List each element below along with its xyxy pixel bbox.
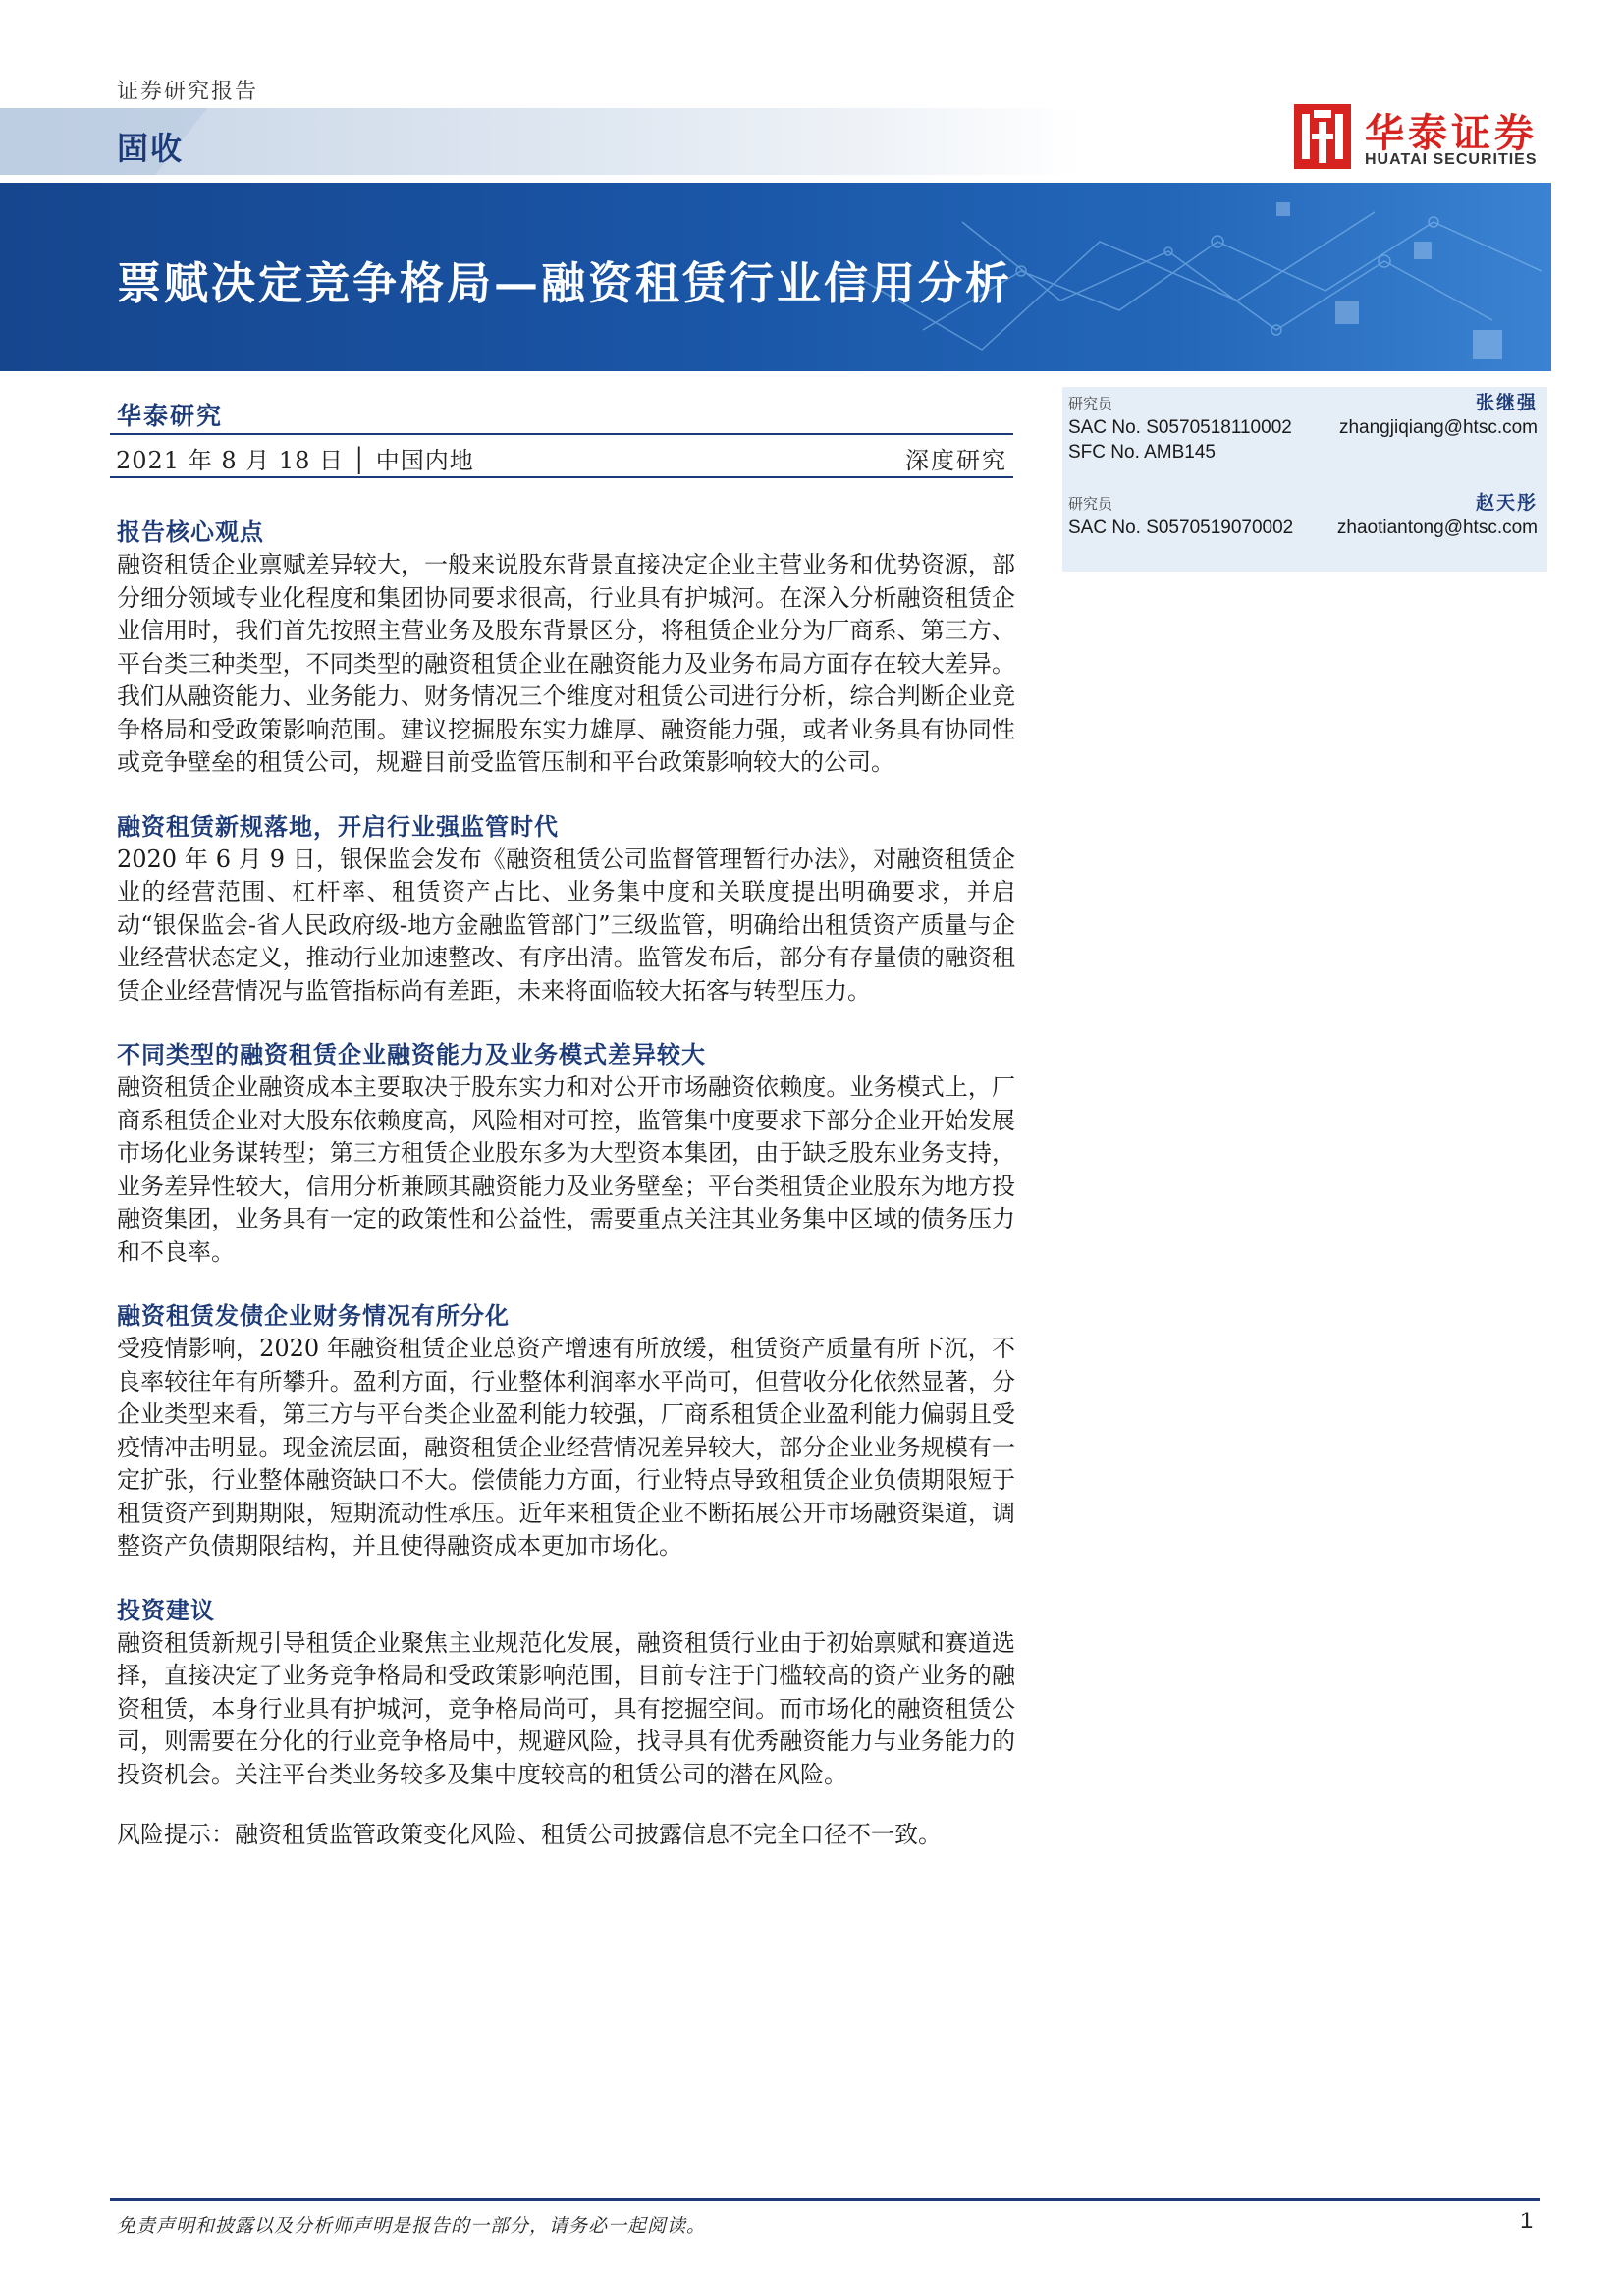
analyst-email-link[interactable]: zhaotiantong@htsc.com <box>1336 518 1538 538</box>
analyst-sfc-number: SFC No. AMB145 <box>1068 442 1216 463</box>
section-heading: 融资租赁发债企业财务情况有所分化 <box>117 1301 510 1330</box>
research-org: 华泰研究 <box>117 402 224 430</box>
title-banner <box>0 183 1551 371</box>
analyst-role: 研究员 <box>1068 395 1113 412</box>
analyst-card <box>1068 391 1543 465</box>
section-body: 融资租赁新规引导租赁企业聚焦主业规范化发展，融资租赁行业由于初始禀赋和赛道选择，直接决定了业务竞争格局和受政策影响范围，目前专注于门槛较高的资产业务的融资租赁，本身行业具有护城河，竞争格局尚可，具有挖掘空间。而市场化的融资租赁公司，则需要在分化的行业竞争格局中，规避风险，找寻具有优秀融资能力与业务能力的投资机会。关注平台类业务较多及集中度较高的租赁公司的潜在风险。 <box>117 1628 1015 1788</box>
huatai-logo-icon <box>1294 104 1351 169</box>
analyst-card <box>1068 491 1543 540</box>
section-heading: 报告核心观点 <box>117 518 264 546</box>
section-core-views <box>117 513 1015 780</box>
footer-divider <box>110 2198 1540 2201</box>
section-heading: 不同类型的融资租赁企业融资能力及业务模式差异较大 <box>117 1040 706 1068</box>
section-body: 融资租赁企业禀赋差异较大，一般来说股东背景直接决定企业主营业务和优势资源，部分细分领域专业化程度和集团协同要求很高，行业具有护城河。在深入分析融资租赁企业信用时，我们首先按照主营业务及股东背景区分，将租赁企业分为厂商系、第三方、平台类三种类型，不同类型的融资租赁企业在融资能力及业务布局方面存在较大差异。我们从融资能力、业务能力、财务情况三个维度对租赁公司进行分析，综合判断企业竞争格局和受政策影响范围。建议挖掘股东实力雄厚、融资能力强，或者业务具有协同性或竞争壁垒的租赁公司，规避目前受监管压制和平台政策影响较大的公司。 <box>117 551 1015 776</box>
report-title: 票赋决定竞争格局—融资租赁行业信用分析 <box>117 257 1013 309</box>
report-date-region: 2021 年 8 月 18 日 │ 中国内地 <box>116 447 474 474</box>
analyst-sac-number: SAC No. S0570519070002 <box>1068 518 1294 538</box>
section-business-models <box>117 1035 1015 1269</box>
logo-english-name: HUATAI SECURITIES <box>1365 151 1538 168</box>
sector-label: 固收 <box>117 130 185 167</box>
analyst-role: 研究员 <box>1068 495 1113 513</box>
date-row <box>110 433 1013 478</box>
section-heading: 投资建议 <box>117 1595 215 1624</box>
analyst-name: 赵天彤 <box>1475 492 1538 514</box>
company-logo <box>1294 102 1549 175</box>
section-financials <box>117 1296 1015 1563</box>
analyst-sac-number: SAC No. S0570518110002 <box>1068 417 1292 438</box>
logo-chinese-name: 华泰证券 <box>1365 111 1538 156</box>
analyst-info-box <box>1062 387 1547 572</box>
analyst-email-link[interactable]: zhangjiqiang@htsc.com <box>1338 417 1538 438</box>
document-type-label: 证券研究报告 <box>117 80 259 104</box>
page-number: 1 <box>1520 2208 1534 2234</box>
section-body: 受疫情影响，2020 年融资租赁企业总资产增速有所放缓，租赁资产质量有所下沉，不良率较往年有所攀升。盈利方面，行业整体利润率水平尚可，但营收分化依然显著，分企业类型来看，第三方与平台类企业盈利能力较强，厂商系租赁企业盈利能力偏弱且受疫情冲击明显。现金流层面，融资租赁企业经营情况差异较大，部分企业业务规模有一定扩张，行业整体融资缺口不大。偿债能力方面，行业特点导致租赁企业负债期限短于租赁资产到期期限，短期流动性承压。近年来租赁企业不断拓展公开市场融资渠道，调整资产负债期限结构，并且使得融资成本更加市场化。 <box>117 1335 1015 1559</box>
section-heading: 融资租赁新规落地，开启行业强监管时代 <box>117 811 559 841</box>
report-type: 深度研究 <box>905 447 1007 474</box>
risk-warning: 风险提示：融资租赁监管政策变化风险、租赁公司披露信息不完全口径不一致。 <box>117 1821 942 1848</box>
section-investment-advice <box>117 1591 1015 1792</box>
section-body: 2020 年 6 月 9 日，银保监会发布《融资租赁公司监督管理暂行办法》，对融资租赁企业的经营范围、杠杆率、租赁资产占比、业务集中度和关联度提出明确要求，并启动“银保监会-省人民政府级-地方金融监管部门”三级监管，明确给出租赁资产质量与企业经营状态定义，推动行业加速整改、有序出清。监管发布后，部分有存量债的融资租赁企业经营情况与监管指标尚有差距，未来将面临较大拓客与转型压力。 <box>117 845 1015 1005</box>
section-body: 融资租赁企业融资成本主要取决于股东实力和对公开市场融资依赖度。业务模式上，厂商系租赁企业对大股东依赖度高，风险相对可控，监管集中度要求下部分企业开始发展市场化业务谋转型；第三方租赁企业股东多为大型资本集团，由于缺乏股东业务支持，业务差异性较大，信用分析兼顾其融资能力及业务壁垒；平台类租赁企业股东为地方投融资集团，业务具有一定的政策性和公益性，需要重点关注其业务集中区域的债务压力和不良率。 <box>117 1073 1015 1266</box>
main-content <box>117 513 1015 1852</box>
section-new-regulation <box>117 807 1015 1009</box>
analyst-name: 张继强 <box>1475 392 1538 413</box>
footer-disclaimer: 免责声明和披露以及分析师声明是报告的一部分，请务必一起阅读。 <box>117 2215 707 2237</box>
